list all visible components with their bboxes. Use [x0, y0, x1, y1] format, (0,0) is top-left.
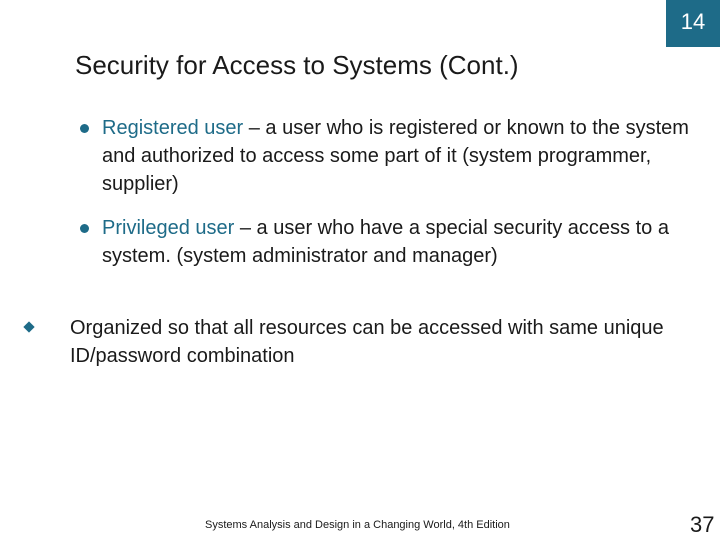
definition-privileged-user: – a user who have a special security access to a system. (system administrator and manager)	[102, 217, 669, 267]
bullet-dot-icon	[80, 124, 89, 133]
main-bullet	[70, 314, 690, 370]
sub-bullet-registered-user	[102, 114, 702, 198]
bullet-dot-icon	[80, 224, 89, 233]
sub-bullet-privileged-user	[102, 214, 702, 270]
footer-text: Systems Analysis and Design in a Changing World, 4th Edition	[205, 519, 510, 531]
main-bullet-text: Organized so that all resources can be accessed with same unique ID/password combination	[70, 317, 664, 367]
bullet-diamond-icon	[23, 321, 34, 332]
slide-title: Security for Access to Systems (Cont.)	[75, 50, 519, 80]
term-privileged-user: Privileged user	[102, 217, 235, 239]
definition-registered-user: – a user who is registered or known to the system and authorized to access some part of it (system programmer, supplier)	[102, 117, 689, 195]
page-number: 37	[690, 512, 715, 537]
chapter-number-badge: 14	[666, 0, 720, 47]
term-registered-user: Registered user	[102, 117, 244, 139]
